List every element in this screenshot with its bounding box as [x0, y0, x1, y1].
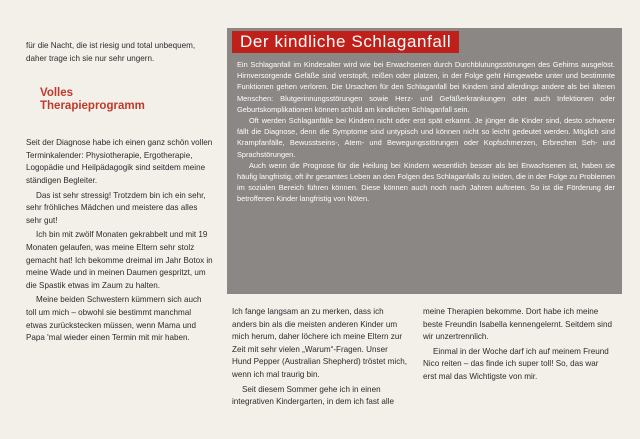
intro-paragraph: für die Nacht, die ist riesig und total unbequem, daher trage ich sie nur sehr ungern. — [26, 41, 196, 63]
info-paragraph-1: Ein Schlaganfall im Kindesalter wird wie bei Erwachsenen durch Durchblutungsstörungen des Gehirns ausgelöst. Hirnversorgende Gefäße sind verstopft, reißen oder platzen, in der Folge geht Hirngewebe unter und bestimmte Funktionen gehen verloren. Die Ursachen für den Schlaganfall bei Kindern sind allerdings andere als bei älteren Menschen: Blutgerinnungsstörungen sowie Herz- und Gefäßerkrankungen oder auch Infektionen oder Geburtskomplikationen können schuld am kindlichen Schlaganfall sein. — [237, 60, 615, 114]
middle-paragraph-2: Seit diesem Sommer gehe ich in einen integrativen Kindergarten, in dem ich fast alle — [232, 384, 394, 407]
left-paragraph-4: Meine beiden Schwestern kümmern sich auch toll um mich – obwohl sie bestimmt manchmal etwas zurückstecken müssen, wenn Mama und Papa 'mal wieder einen Termin mit mir haben. — [26, 295, 202, 343]
info-paragraph-3: Auch wenn die Prognose für die Heilung bei Kindern wesentlich besser als bei Erwachsenen ist, haben sie häufig langfristig, oft ihr gesamtes Leben an den Folgen des Schlaganfalls zu leiden, die in der Folge zu Problemen im sozialen Bereich führen können. Diese können auch noch nach Jahren auftreten. So ist die Förderung der betroffenen Kinder langfristig von Nöten. — [237, 160, 615, 204]
right-paragraph-1: meine Therapien bekomme. Dort habe ich meine beste Freundin Isabella kennengelernt. Seitdem sind wir unzertrennlich. — [423, 307, 612, 342]
left-column — [26, 40, 214, 347]
left-paragraph-3: Ich bin mit zwölf Monaten gekrabbelt und mit 19 Monaten gelaufen, was meine Eltern sehr stolz gemacht hat! Ich bekomme dreimal im Jahr Botox in meine Wade und in meinen Daumen gespritzt, um die Spastik etwas im Zaum zu halten. — [26, 230, 213, 290]
info-paragraph-2: Oft werden Schlaganfälle bei Kindern nicht oder erst spät erkannt. Je jünger die Kinder sind, desto schwerer fällt die Diagnose, denn die Symptome sind untypisch und können nicht so leicht gedeutet werden. Möglich sind Krampfanfälle, Bewusstseins-, Atem- und Bewegungsstörungen oder Kopfschmerzen, Erbrechen Seh- und Sprachstörungen. — [237, 116, 615, 159]
middle-paragraph-1: Ich fange langsam an zu merken, dass ich anders bin als die meisten anderen Kinder um mich herum, daher löchere ich meine Eltern zur Zeit mit sehr vielen „Warum“-Fragen. Unser Hund Pepper (Australian Shepherd) tröstet mich, wenn ich mal traurig bin. — [232, 307, 408, 379]
left-paragraph-1: Seit der Diagnose habe ich einen ganz schön vollen Terminkalender: Physiotherapie, Ergotherapie, Logopädie und Heilpädagogik sind seitdem meine ständigen Begleiter. — [26, 138, 213, 185]
left-paragraph-2: Das ist sehr stressig! Trotzdem bin ich ein sehr, sehr fröhliches Mädchen und meistere das alles sehr gut! — [26, 190, 206, 225]
heading-line-2: Therapieprogramm — [40, 100, 145, 113]
right-paragraph-2: Einmal in der Woche darf ich auf meinem Freund Nico reiten – das finde ich super toll! So, das war erst mal das Wichtigste von mir. — [423, 346, 609, 381]
middle-column — [232, 306, 407, 411]
info-box-body — [237, 59, 615, 205]
heading-line-1: Volles — [40, 87, 74, 100]
info-box — [227, 28, 622, 294]
info-box-title: Der kindliche Schlaganfall — [232, 31, 459, 53]
right-column — [423, 306, 613, 386]
section-heading — [40, 87, 214, 113]
